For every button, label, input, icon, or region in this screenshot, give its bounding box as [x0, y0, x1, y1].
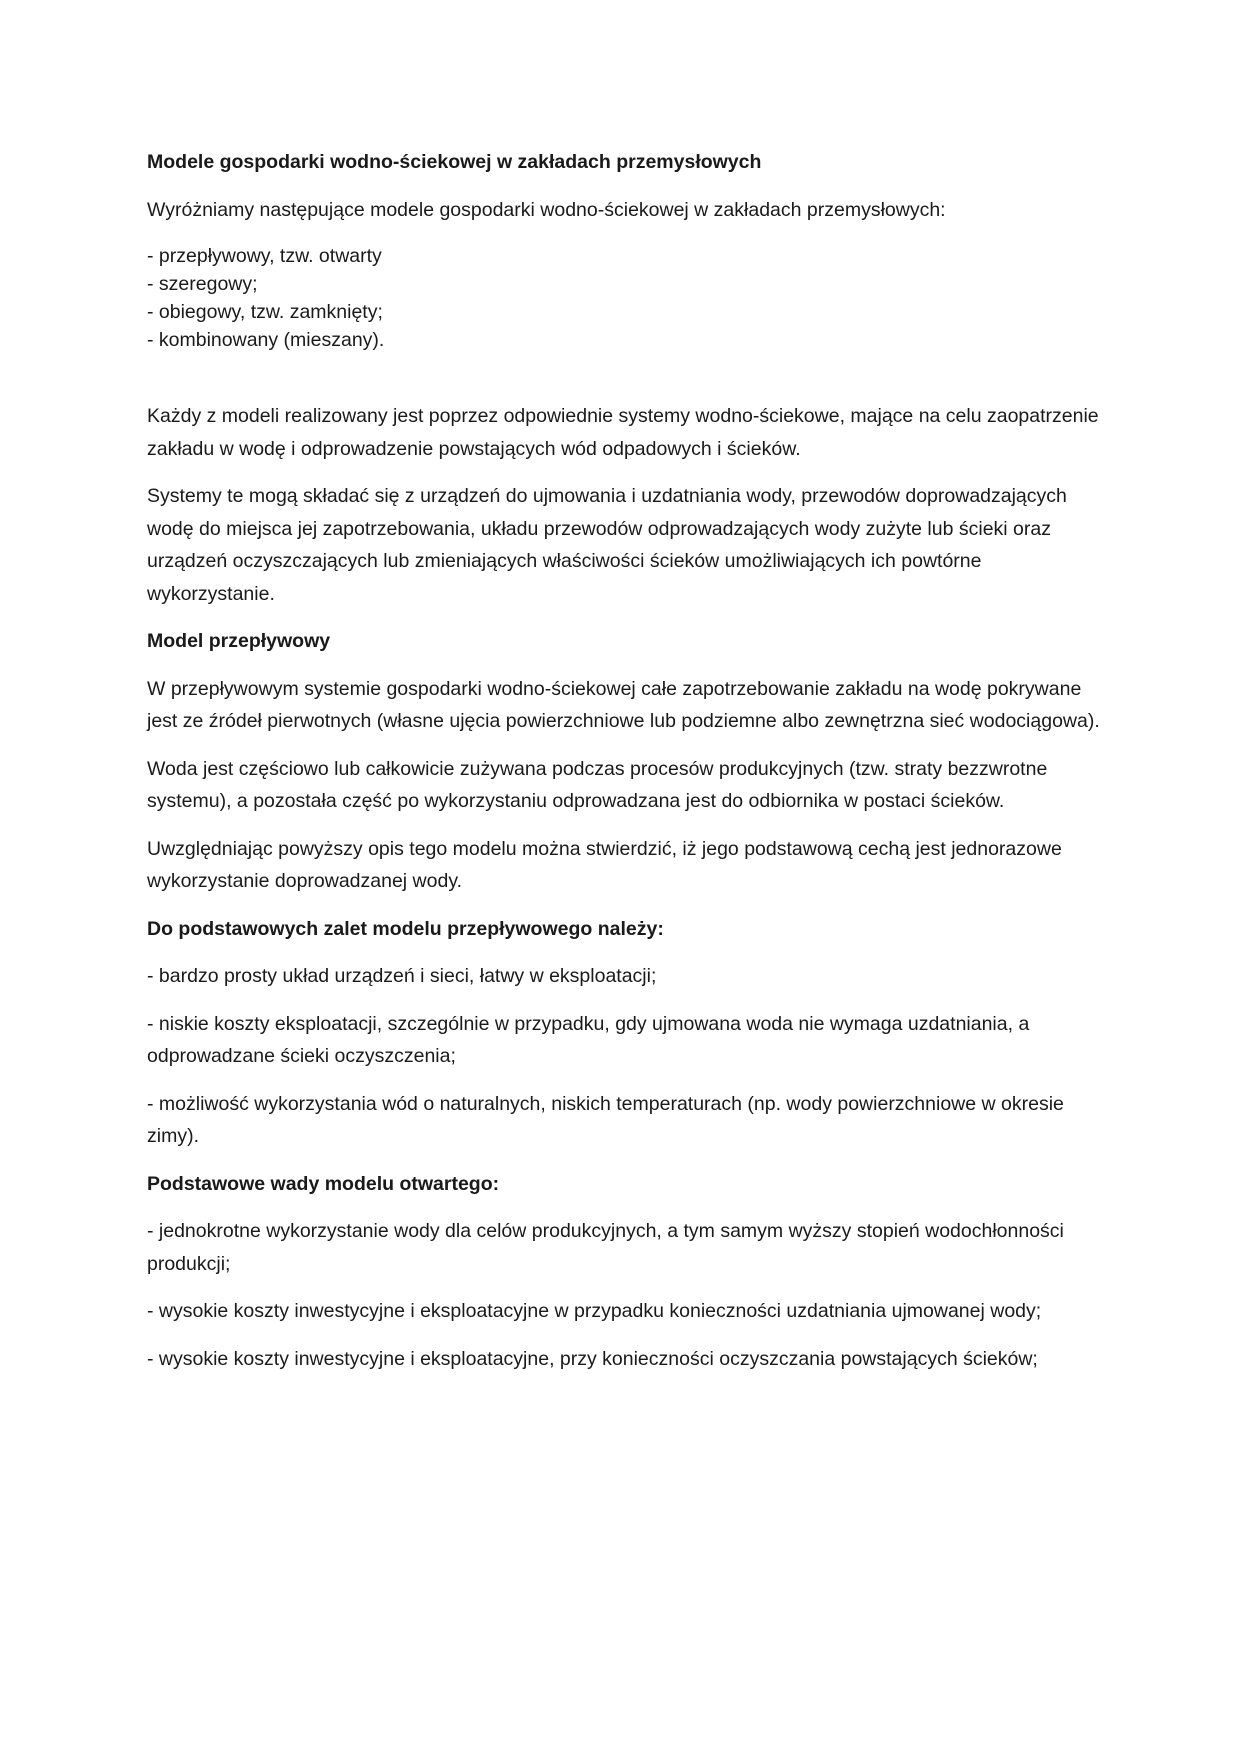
advantage-item: - bardzo prosty układ urządzeń i sieci, łatwy w eksploatacji; — [147, 965, 657, 987]
paragraph-flow-3: Uwzględniając powyższy opis tego modelu można stwierdzić, iż jego podstawową cechą jest jednorazowe wykorzystanie doprowadzanej wody. — [147, 837, 1062, 892]
paragraph-flow-1: W przepływowym systemie gospodarki wodno-ściekowej całe zapotrzebowanie zakładu na wodę pokrywane jest ze źródeł pierwotnych (własne ujęcia powierzchniowe lub podziemne albo zewnętrzna sieć wodociągowa). — [147, 677, 1100, 732]
paragraph-each-model: Każdy z modeli realizowany jest poprzez odpowiednie systemy wodno-ściekowe, mające na celu zaopatrzenie zakładu w wodę i odprowadzenie powstających wód odpadowych i ścieków. — [147, 405, 1099, 460]
disadvantage-item: - wysokie koszty inwestycyjne i eksploatacyjne, przy konieczności oczyszczania powstających ścieków; — [147, 1347, 1038, 1370]
paragraph-flow-2: Woda jest częściowo lub całkowicie zużywana podczas procesów produkcyjnych (tzw. straty bezzwrotne systemu), a pozostała część po wykorzystaniu odprowadzana jest do odbiornika w postaci ścieków. — [147, 757, 1048, 812]
disadvantage-item: - jednokrotne wykorzystanie wody dla celów produkcyjnych, a tym samym wyższy stopień wodochłonności produkcji; — [147, 1220, 1064, 1275]
heading-disadvantages: Podstawowe wady modelu otwartego: — [147, 1172, 500, 1195]
heading-advantages: Do podstawowych zalet modelu przepływowego należy: — [147, 917, 664, 940]
intro-paragraph: Wyróżniamy następujące modele gospodarki wodno-ściekowej w zakładach przemysłowych: — [147, 198, 946, 221]
list-item: - szeregowy; — [147, 273, 258, 295]
list-item: - obiegowy, tzw. zamknięty; — [147, 301, 383, 323]
models-list — [147, 242, 1107, 354]
advantage-item: - możliwość wykorzystania wód o naturalnych, niskich temperaturach (np. wody powierzchniowe w okresie zimy). — [147, 1092, 1064, 1147]
list-item: - kombinowany (mieszany). — [147, 329, 385, 351]
list-item: - przepływowy, tzw. otwarty — [147, 245, 382, 267]
heading-flow-model: Model przepływowy — [147, 630, 331, 652]
document-title: Modele gospodarki wodno-ściekowej w zakładach przemysłowych — [147, 151, 762, 173]
paragraph-systems: Systemy te mogą składać się z urządzeń do ujmowania i uzdatniania wody, przewodów doprowadzających wodę do miejsca jej zapotrzebowania, układu przewodów odprowadzających wody zużyte lub ścieki oraz urządzeń oczyszczających lub zmieniających właściwości ścieków umożliwiających ich powtórne wykorzystanie. — [147, 485, 1067, 605]
document-content — [147, 146, 1107, 1375]
disadvantage-item: - wysokie koszty inwestycyjne i eksploatacyjne w przypadku konieczności uzdatniania ujmowanej wody; — [147, 1300, 1042, 1322]
advantage-item: - niskie koszty eksploatacji, szczególnie w przypadku, gdy ujmowana woda nie wymaga uzdatniania, a odprowadzane ścieki oczyszczenia; — [147, 1012, 1030, 1067]
